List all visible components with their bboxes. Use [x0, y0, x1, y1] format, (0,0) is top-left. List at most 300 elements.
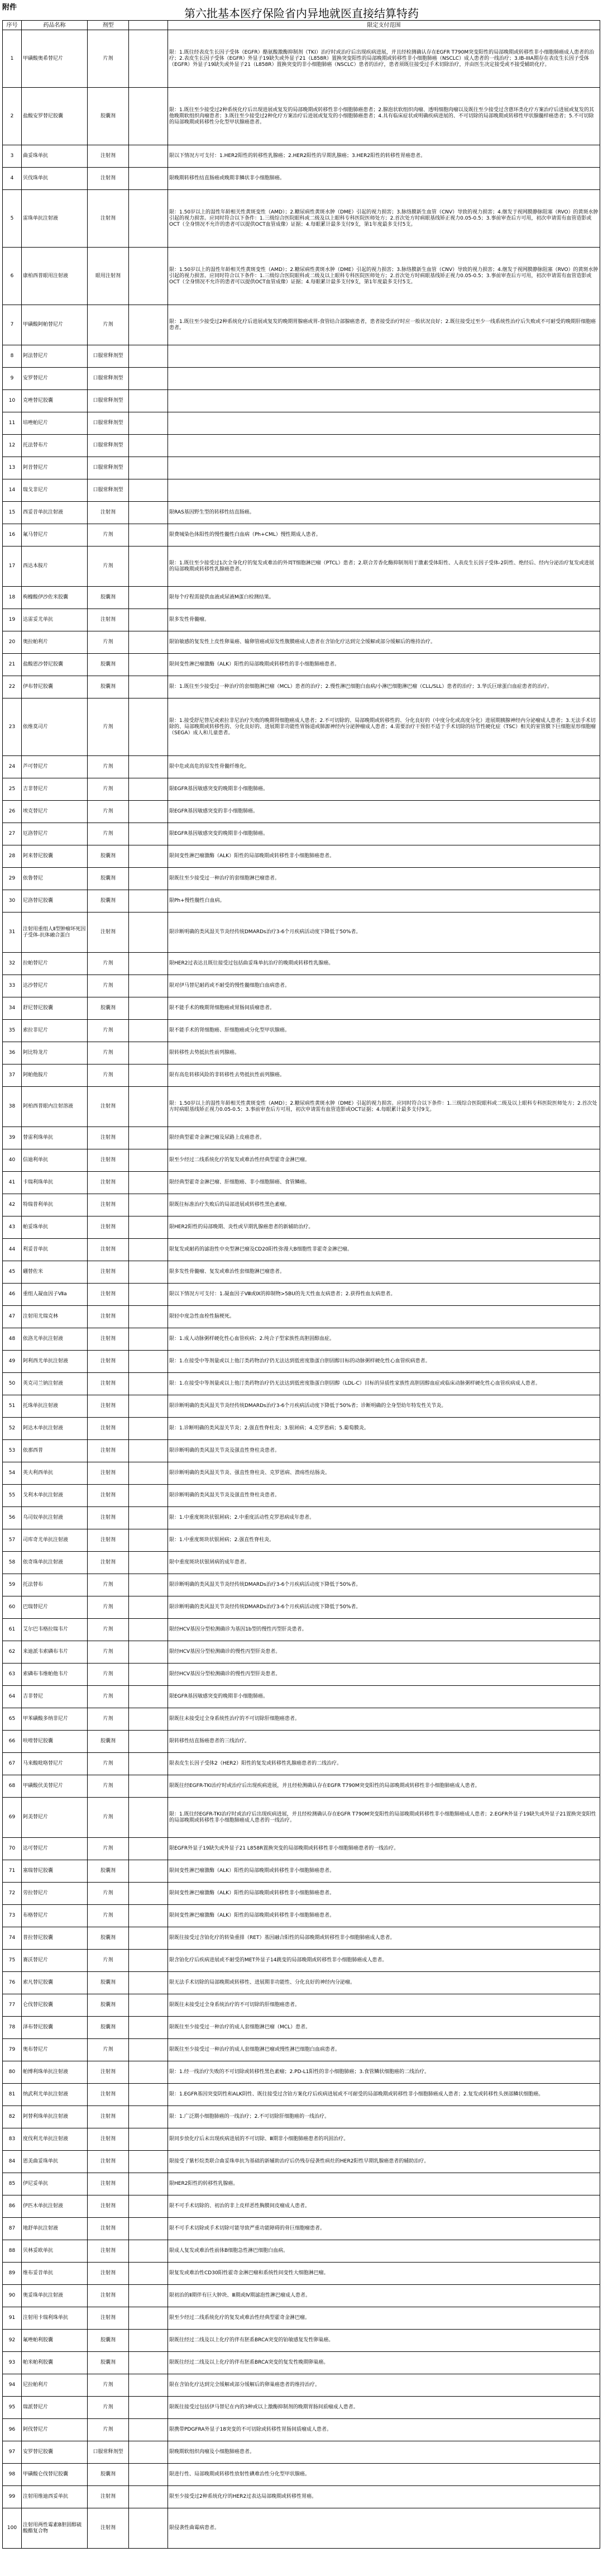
extra-cell [129, 2352, 168, 2374]
extra-cell [129, 1972, 168, 1994]
row-number: 14 [3, 479, 22, 502]
extra-cell [129, 2061, 168, 2084]
dosage-form: 口服常释剂型 [88, 479, 129, 502]
payment-scope: 限诊断明确的类风湿关节炎经传统DMARDs治疗3-6个月疾病活动度下降低于50%者；诊断明确的全身型幼年特发性关节炎。 [168, 1395, 600, 1418]
payment-scope: 限含铂化疗后疾病进展或不耐受的MET外显子14跳变的局部晚期或转移性非小细胞肺癌成人患者。 [168, 1950, 600, 1972]
payment-scope: 限既往标准治疗失败后的局部进展或转移性黑色素瘤。 [168, 1194, 600, 1216]
extra-cell [129, 2307, 168, 2330]
row-number: 6 [3, 248, 22, 305]
drug-name: 氟唑帕利胶囊 [22, 2330, 88, 2352]
table-row [3, 997, 600, 1020]
dosage-form: 注射剂 [88, 1172, 129, 1194]
extra-cell [129, 1087, 168, 1127]
drug-name: 艾尔巴韦格拉瑞韦片 [22, 1619, 88, 1641]
extra-cell [129, 2263, 168, 2285]
drug-name: 卡瑞利珠单抗 [22, 1172, 88, 1194]
dosage-form: 注射剂 [88, 2218, 129, 2240]
drug-name: 英克司兰钠注射液 [22, 1373, 88, 1395]
dosage-form: 注射剂 [88, 1149, 129, 1172]
extra-cell [129, 1883, 168, 1905]
drug-name: 舒尼替尼胶囊 [22, 997, 88, 1020]
dosage-form: 胶囊剂 [88, 868, 129, 890]
payment-scope [168, 479, 600, 502]
row-number: 81 [3, 2084, 22, 2106]
table-row [3, 953, 600, 975]
row-number: 77 [3, 1994, 22, 2017]
extra-cell [129, 168, 168, 190]
row-number: 40 [3, 1149, 22, 1172]
dosage-form: 胶囊剂 [88, 845, 129, 868]
extra-cell [129, 912, 168, 953]
payment-scope [168, 368, 600, 390]
table-body [3, 30, 600, 2549]
payment-scope: 限：1.经一线治疗失败的不可切除或转移性黑色素瘤；2.PD-L1阳性的非小细胞肺癌；3.食管鳞状细胞癌的二线治疗。 [168, 2061, 600, 2084]
extra-cell [129, 1838, 168, 1860]
payment-scope: 限不能手术的晚期肾细胞癌或胃肠间质瘤患者。 [168, 997, 600, 1020]
table-row [3, 2374, 600, 2397]
table-row [3, 1172, 600, 1194]
payment-scope: 限间变性淋巴瘤激酶（ALK）阳性的局部晚期或转移性非小细胞肺癌患者。 [168, 1905, 600, 1927]
payment-scope: 限进行性、局部晚期或转移性放射性碘难治性分化型甲状腺癌。 [168, 2464, 600, 2486]
payment-scope: 限既往至少接受过一种治疗的套细胞淋巴瘤患者。 [168, 868, 600, 890]
drug-name: 注射用卡瑞利珠单抗 [22, 2307, 88, 2330]
drug-name: 巴瑞替尼片 [22, 1596, 88, 1619]
table-row [3, 1619, 600, 1641]
row-number: 88 [3, 2240, 22, 2263]
payment-scope: 限既往经EGFR-TKI治疗时或治疗后出现疾病进展，并且经检测确认存在EGFR T790M突变阳性的局部晚期或转移性非小细胞肺癌成人患者。 [168, 1775, 600, 1798]
extra-cell [129, 1708, 168, 1731]
row-number: 30 [3, 890, 22, 912]
row-number: 55 [3, 1485, 22, 1507]
dosage-form: 口服常释剂型 [88, 368, 129, 390]
dosage-form: 注射剂 [88, 2285, 129, 2307]
row-number: 99 [3, 2486, 22, 2508]
dosage-form: 片剂 [88, 778, 129, 801]
extra-cell [129, 524, 168, 546]
drug-name: 利妥昔单抗 [22, 1239, 88, 1261]
drug-name: 普拉替尼胶囊 [22, 1927, 88, 1950]
payment-scope: 限间变性淋巴瘤激酶（ALK）阳性的局部晚期或转移性非小细胞肺癌患者。 [168, 1883, 600, 1905]
payment-scope: 限：1.诊断明确的类风湿关节炎；2.强直性脊柱炎；3.银屑病；4.克罗恩病；5.葡萄膜炎。 [168, 1418, 600, 1440]
extra-cell [129, 412, 168, 435]
row-number: 20 [3, 631, 22, 654]
table-row [3, 609, 600, 631]
table-row [3, 2397, 600, 2419]
dosage-form: 注射剂 [88, 1418, 129, 1440]
dosage-form: 注射剂 [88, 1306, 129, 1328]
table-row [3, 168, 600, 190]
extra-cell [129, 1529, 168, 1552]
dosage-form: 片剂 [88, 823, 129, 845]
row-number: 29 [3, 868, 22, 890]
extra-cell [129, 1574, 168, 1596]
drug-name: 戈利木单抗注射液 [22, 1485, 88, 1507]
extra-cell [129, 2151, 168, 2173]
drug-name: 来迪派韦索磷布韦片 [22, 1641, 88, 1664]
dosage-form: 胶囊剂 [88, 2330, 129, 2352]
dosage-form: 片剂 [88, 1596, 129, 1619]
dosage-form: 注射剂 [88, 502, 129, 524]
row-number: 72 [3, 1883, 22, 1905]
header-dosage-form: 剂型 [88, 21, 129, 30]
dosage-form: 注射剂 [88, 2173, 129, 2195]
extra-cell [129, 2218, 168, 2240]
row-number: 44 [3, 1239, 22, 1261]
extra-cell [129, 1064, 168, 1087]
drug-name: 曲妥珠单抗 [22, 145, 88, 168]
table-row [3, 868, 600, 890]
table-row [3, 1306, 600, 1328]
payment-scope: 限中重度斑块状银屑病的成年患者。 [168, 1552, 600, 1574]
row-number: 36 [3, 1042, 22, 1064]
payment-scope [168, 345, 600, 368]
dosage-form: 注射剂 [88, 2061, 129, 2084]
dosage-form: 胶囊剂 [88, 1860, 129, 1883]
dosage-form: 注射剂 [88, 1216, 129, 1239]
payment-scope: 限：1.中重度斑块状银屑病；2.强直性脊柱炎。 [168, 1529, 600, 1552]
drug-name: 阿帕他胺片 [22, 1064, 88, 1087]
dosage-form: 注射剂 [88, 168, 129, 190]
table-row [3, 587, 600, 609]
payment-scope: 限：1.在接受中等剂量或以上他汀类药物治疗仍无法达到低密度脂蛋白胆固醇（LDL-C）目标的异质性家族性高胆固醇血症或临床动脉粥样硬化性心血管疾病成人患者。 [168, 1373, 600, 1395]
row-number: 100 [3, 2508, 22, 2549]
dosage-form: 片剂 [88, 975, 129, 997]
table-row [3, 1686, 600, 1708]
extra-cell [129, 546, 168, 587]
drug-name: 替雷利珠单抗 [22, 1127, 88, 1149]
drug-name: 雷珠单抗注射液 [22, 190, 88, 248]
table-row [3, 1529, 600, 1552]
dosage-form: 注射剂 [88, 2486, 129, 2508]
dosage-form: 片剂 [88, 30, 129, 88]
row-number: 4 [3, 168, 22, 190]
table-row [3, 2419, 600, 2441]
table-row [3, 502, 600, 524]
payment-scope: 限晚期转移性结直肠癌或晚期非鳞状非小细胞肺癌。 [168, 168, 600, 190]
dosage-form: 胶囊剂 [88, 2464, 129, 2486]
dosage-form: 口服常释剂型 [88, 457, 129, 479]
table-row [3, 1775, 600, 1798]
table-row [3, 2352, 600, 2374]
extra-cell [129, 2330, 168, 2352]
payment-scope: 限晚期软组织肉瘤及小细胞肺癌患者。 [168, 2441, 600, 2464]
extra-cell [129, 1927, 168, 1950]
dosage-form: 注射剂 [88, 2151, 129, 2173]
drug-name: 马来酸吡咯替尼片 [22, 1753, 88, 1775]
dosage-form: 注射剂 [88, 1087, 129, 1127]
table-row [3, 1838, 600, 1860]
dosage-form: 注射剂 [88, 1395, 129, 1418]
dosage-form: 片剂 [88, 305, 129, 345]
drug-name: 依那西普 [22, 1440, 88, 1462]
extra-cell [129, 868, 168, 890]
table-row [3, 2486, 600, 2508]
drug-name: 地舒单抗注射液 [22, 2218, 88, 2240]
row-number: 43 [3, 1216, 22, 1239]
payment-scope: 限EGFR基因敏感突变的晚期非小细胞肺癌。 [168, 823, 600, 845]
payment-scope: 限诊断明确的类风湿关节炎经传统DMARDs治疗3-6个月疾病活动度下降低于50%者。 [168, 1596, 600, 1619]
drug-name: 奥妥珠单抗注射液 [22, 2285, 88, 2307]
drug-name: 硼替佐米 [22, 1261, 88, 1284]
payment-scope: 限既往未接受过全身系统性治疗的不可切除肝细胞癌患者。 [168, 1708, 600, 1731]
payment-scope: 限诊断明确的类风湿关节炎、强直性脊柱炎、克罗恩病、溃疡性结肠炎。 [168, 1462, 600, 1485]
drug-name: 西妥昔单抗注射液 [22, 502, 88, 524]
table-row [3, 778, 600, 801]
table-row [3, 2128, 600, 2151]
dosage-form: 胶囊剂 [88, 1994, 129, 2017]
payment-scope: 限轻中度急性血栓性脑梗死。 [168, 1306, 600, 1328]
payment-scope: 限：1.接受舒尼替尼或索拉非尼治疗失败的晚期肾细胞癌成人患者；2.不可切除的、局部晚期或转移性的、分化良好的（中度分化或高度分化）进展期胰腺神经内分泌瘤成人患者；3.无法手术切除的、局部晚期或转移性的、分化良好的、进展期非功能性胃肠道或肺源神经内分泌肿瘤成人患者；4.需要治疗干预但不适于手术切除的结节性硬化症（TSC）相关的室管膜下巨细胞星形细胞瘤（SEGA）成人和儿童患者。 [168, 698, 600, 756]
payment-scope: 限多发性骨髓瘤。 [168, 609, 600, 631]
table-row [3, 2263, 600, 2285]
payment-scope: 限转移性去势抵抗性前列腺癌。 [168, 1042, 600, 1064]
table-row [3, 912, 600, 953]
drug-name: 依洛尤单抗注射液 [22, 1328, 88, 1351]
drug-name: 伊匹木单抗注射液 [22, 2195, 88, 2218]
dosage-form: 注射剂 [88, 2263, 129, 2285]
row-number: 73 [3, 1905, 22, 1927]
extra-cell [129, 1149, 168, 1172]
table-row [3, 1574, 600, 1596]
table-row [3, 1328, 600, 1351]
drug-name: 甲磺酸奥希替尼片 [22, 30, 88, 88]
drug-name: 重组人凝血因子Ⅶa [22, 1284, 88, 1306]
dosage-form: 注射剂 [88, 1440, 129, 1462]
drug-name: 伊布替尼胶囊 [22, 676, 88, 698]
drug-name: 安罗替尼片 [22, 368, 88, 390]
table-row [3, 2441, 600, 2464]
extra-cell [129, 2374, 168, 2397]
row-number: 15 [3, 502, 22, 524]
extra-cell [129, 145, 168, 168]
dosage-form: 片剂 [88, 1020, 129, 1042]
payment-scope: 限：1.既往经EGFR-TKI治疗时或治疗后出现疾病进展，并且经检测确认存在EGFR T790M突变阳性的局部晚期或转移性非小细胞肺癌成人患者；2.EGFR外显子19缺失或外显子21置换突变阳性的局部晚期或转移性非小细胞肺癌成人患者的一线治疗。 [168, 1798, 600, 1838]
extra-cell [129, 1216, 168, 1239]
drug-name: 甲苯磺酸多纳非尼片 [22, 1708, 88, 1731]
dosage-form: 口服常释剂型 [88, 345, 129, 368]
payment-scope: 限：1.广泛期小细胞肺癌的一线治疗；2.不可切除肝细胞癌的一线治疗。 [168, 2106, 600, 2128]
row-number: 71 [3, 1860, 22, 1883]
drug-name: 阿伐替尼片 [22, 2419, 88, 2441]
row-number: 11 [3, 412, 22, 435]
row-number: 19 [3, 609, 22, 631]
row-number: 37 [3, 1064, 22, 1087]
dosage-form: 片剂 [88, 1574, 129, 1596]
payment-scope: 限以下情况方可支付：1.凝血因子Ⅷ或Ⅸ的抑制物>5BU的先天性血友病患者；2.获得性血友病患者。 [168, 1284, 600, 1306]
row-number: 54 [3, 1462, 22, 1485]
dosage-form: 注射剂 [88, 2307, 129, 2330]
extra-cell [129, 1731, 168, 1753]
dosage-form: 片剂 [88, 801, 129, 823]
row-number: 48 [3, 1328, 22, 1351]
dosage-form: 注射剂 [88, 1328, 129, 1351]
drug-name: 达雷妥尤单抗 [22, 609, 88, 631]
row-number: 23 [3, 698, 22, 756]
row-number: 82 [3, 2106, 22, 2128]
table-row [3, 435, 600, 457]
row-number: 1 [3, 30, 22, 88]
dosage-form: 注射剂 [88, 2106, 129, 2128]
payment-scope: 限同步放化疗后未出现疾病进展的不可切除、Ⅲ期非小细胞肺癌患者的巩固治疗。 [168, 2128, 600, 2151]
drug-name: 帕博利珠单抗注射液 [22, 2061, 88, 2084]
payment-scope: 限：1.成人动脉粥样硬化性心血管疾病；2.纯合子型家族性高胆固醇血症。 [168, 1328, 600, 1351]
payment-scope: 限间变性淋巴瘤激酶（ALK）阳性的局部晚期或转移性的非小细胞肺癌患者。 [168, 654, 600, 676]
extra-cell [129, 845, 168, 868]
dosage-form: 片剂 [88, 1708, 129, 1731]
table-row [3, 2173, 600, 2195]
drug-name: 盐酸安罗替尼胶囊 [22, 88, 88, 145]
row-number: 64 [3, 1686, 22, 1708]
extra-cell [129, 190, 168, 248]
row-number: 84 [3, 2151, 22, 2173]
row-number: 83 [3, 2128, 22, 2151]
drug-name: 索凡替尼胶囊 [22, 1972, 88, 1994]
table-row [3, 1351, 600, 1373]
extra-cell [129, 1440, 168, 1462]
table-row [3, 1418, 600, 1440]
extra-cell [129, 88, 168, 145]
dosage-form: 口服常释剂型 [88, 412, 129, 435]
drug-name: 塞瑞替尼胶囊 [22, 1860, 88, 1883]
extra-cell [129, 2285, 168, 2307]
extra-cell [129, 609, 168, 631]
dosage-form: 注射剂 [88, 1194, 129, 1216]
table-row [3, 2151, 600, 2173]
extra-cell [129, 1127, 168, 1149]
row-number: 85 [3, 2173, 22, 2195]
table-row [3, 1641, 600, 1664]
dosage-form: 胶囊剂 [88, 2017, 129, 2039]
row-number: 68 [3, 1775, 22, 1798]
payment-scope: 限既往至少接受过一种治疗的成人套细胞淋巴瘤或慢性淋巴细胞白血病患者。 [168, 2039, 600, 2061]
extra-cell [129, 2017, 168, 2039]
extra-cell [129, 2039, 168, 2061]
extra-cell [129, 756, 168, 778]
payment-scope: 限对伊马替尼耐药或不耐受的慢性髓细胞白血病患者。 [168, 975, 600, 997]
table-row [3, 2195, 600, 2218]
payment-scope: 限：1.50岁以上的湿性年龄相关性黄斑变性（AMD）；2.糖尿病性黄斑水肿（DME）引起的视力损害。应同时符合以下条件：1.三级综合医院眼科或二级及以上眼科专科医院医师处方；2.首次处方时病眼基线矫正视力0.05-0.5；3.事前审查后方可用，初次申请需有血管造影或OCT证据；4.每眼累计最多支付9支。 [168, 1087, 600, 1127]
extra-cell [129, 345, 168, 368]
extra-cell [129, 1860, 168, 1883]
row-number: 79 [3, 2039, 22, 2061]
extra-cell [129, 30, 168, 88]
table-row [3, 1194, 600, 1216]
dosage-form: 胶囊剂 [88, 88, 129, 145]
table-row [3, 305, 600, 345]
drug-name: 阿法替尼片 [22, 345, 88, 368]
payment-scope: 限EGFR基因敏感突变的非小细胞肺癌。 [168, 801, 600, 823]
dosage-form: 注射剂 [88, 2128, 129, 2151]
row-number: 9 [3, 368, 22, 390]
row-number: 51 [3, 1395, 22, 1418]
table-row [3, 1950, 600, 1972]
extra-cell [129, 1798, 168, 1838]
row-number: 76 [3, 1972, 22, 1994]
table-row [3, 390, 600, 412]
extra-cell [129, 479, 168, 502]
dosage-form: 片剂 [88, 2397, 129, 2419]
table-row [3, 2464, 600, 2486]
payment-scope: 限经典型霍奇金淋巴瘤、肝细胞癌、非小细胞肺癌、食管鳞癌。 [168, 1172, 600, 1194]
dosage-form: 注射剂 [88, 2240, 129, 2263]
drug-name: 甲磺酸仑伐替尼胶囊 [22, 2464, 88, 2486]
dosage-form: 片剂 [88, 756, 129, 778]
drug-name: 索拉非尼片 [22, 1020, 88, 1042]
row-number: 17 [3, 546, 22, 587]
row-number: 70 [3, 1838, 22, 1860]
row-number: 45 [3, 1261, 22, 1284]
table-row [3, 1798, 600, 1838]
extra-cell [129, 1619, 168, 1641]
drug-name: 安罗替尼胶囊 [22, 2441, 88, 2464]
table-row [3, 345, 600, 368]
dosage-form: 口服常释剂型 [88, 2441, 129, 2464]
extra-cell [129, 1686, 168, 1708]
payment-scope: 限初治的Ⅱ期伴有巨大肿块、Ⅲ期或Ⅳ期滤泡性淋巴瘤成人患者。 [168, 2285, 600, 2307]
table-row [3, 1994, 600, 2017]
drug-name: 恩美曲妥珠单抗 [22, 2151, 88, 2173]
drug-name: 达可替尼片 [22, 1838, 88, 1860]
payment-scope: 限Ph+慢性髓性白血病。 [168, 890, 600, 912]
payment-scope: 限诊断明确的类风湿关节炎及强直性脊柱炎患者。 [168, 1485, 600, 1507]
drug-name: 芦可替尼片 [22, 756, 88, 778]
row-number: 52 [3, 1418, 22, 1440]
drug-name: 克唑替尼胶囊 [22, 390, 88, 412]
header-extra [129, 21, 168, 30]
table-row [3, 1087, 600, 1127]
drug-name: 阿比特龙片 [22, 1042, 88, 1064]
drug-name: 索磷布韦维帕他韦片 [22, 1664, 88, 1686]
drug-name: 阿昔替尼片 [22, 457, 88, 479]
drug-name: 劳拉替尼片 [22, 1883, 88, 1905]
row-number: 62 [3, 1641, 22, 1664]
dosage-form: 片剂 [88, 1619, 129, 1641]
payment-scope: 限诊断明确的类风湿关节炎经传统DMARDs治疗3-6个月疾病活动度下降低于50%者。 [168, 912, 600, 953]
drug-name: 注射用两性霉素B胆固醇硫酸酯复合物 [22, 2508, 88, 2549]
table-row [3, 2307, 600, 2330]
extra-cell [129, 1395, 168, 1418]
payment-scope: 限接受了紫杉烷类联合曲妥珠单抗为基础的新辅助治疗后仍残存侵袭性病灶的HER2阳性早期乳腺癌患者的辅助治疗。 [168, 2151, 600, 2173]
drug-name: 吉非替尼 [22, 1686, 88, 1708]
payment-scope [168, 457, 600, 479]
dosage-form: 眼用注射剂 [88, 248, 129, 305]
row-number: 18 [3, 587, 22, 609]
table-row [3, 1373, 600, 1395]
extra-cell [129, 2240, 168, 2263]
extra-cell [129, 1172, 168, 1194]
drug-name: 阿来替尼胶囊 [22, 845, 88, 868]
drug-name: 阿柏西普眼内注射溶液 [22, 1087, 88, 1127]
drug-name: 仑伐替尼胶囊 [22, 1994, 88, 2017]
dosage-form: 片剂 [88, 2419, 129, 2441]
payment-scope: 限诊断明确的类风湿关节炎及强直性脊柱炎患者。 [168, 1440, 600, 1462]
row-number: 26 [3, 801, 22, 823]
payment-scope: 限既往接受过含铂化疗的转染重排（RET）基因融合阳性的局部晚期或转移性非小细胞肺癌成人患者。 [168, 1927, 600, 1950]
row-number: 38 [3, 1087, 22, 1127]
table-row [3, 2508, 600, 2549]
extra-cell [129, 823, 168, 845]
table-row [3, 546, 600, 587]
dosage-form: 注射剂 [88, 1127, 129, 1149]
table-row [3, 1216, 600, 1239]
payment-scope [168, 435, 600, 457]
payment-scope: 限至少接受过2种系统化疗的HER2过表达局部晚期或转移性胃癌。 [168, 2486, 600, 2508]
payment-scope: 限间变性淋巴瘤激酶（ALK）阳性的局部晚期或转移性非小细胞肺癌患者。 [168, 1860, 600, 1883]
table-row [3, 30, 600, 88]
drug-name: 康柏西普眼用注射液 [22, 248, 88, 305]
table-row [3, 1485, 600, 1507]
extra-cell [129, 1261, 168, 1284]
